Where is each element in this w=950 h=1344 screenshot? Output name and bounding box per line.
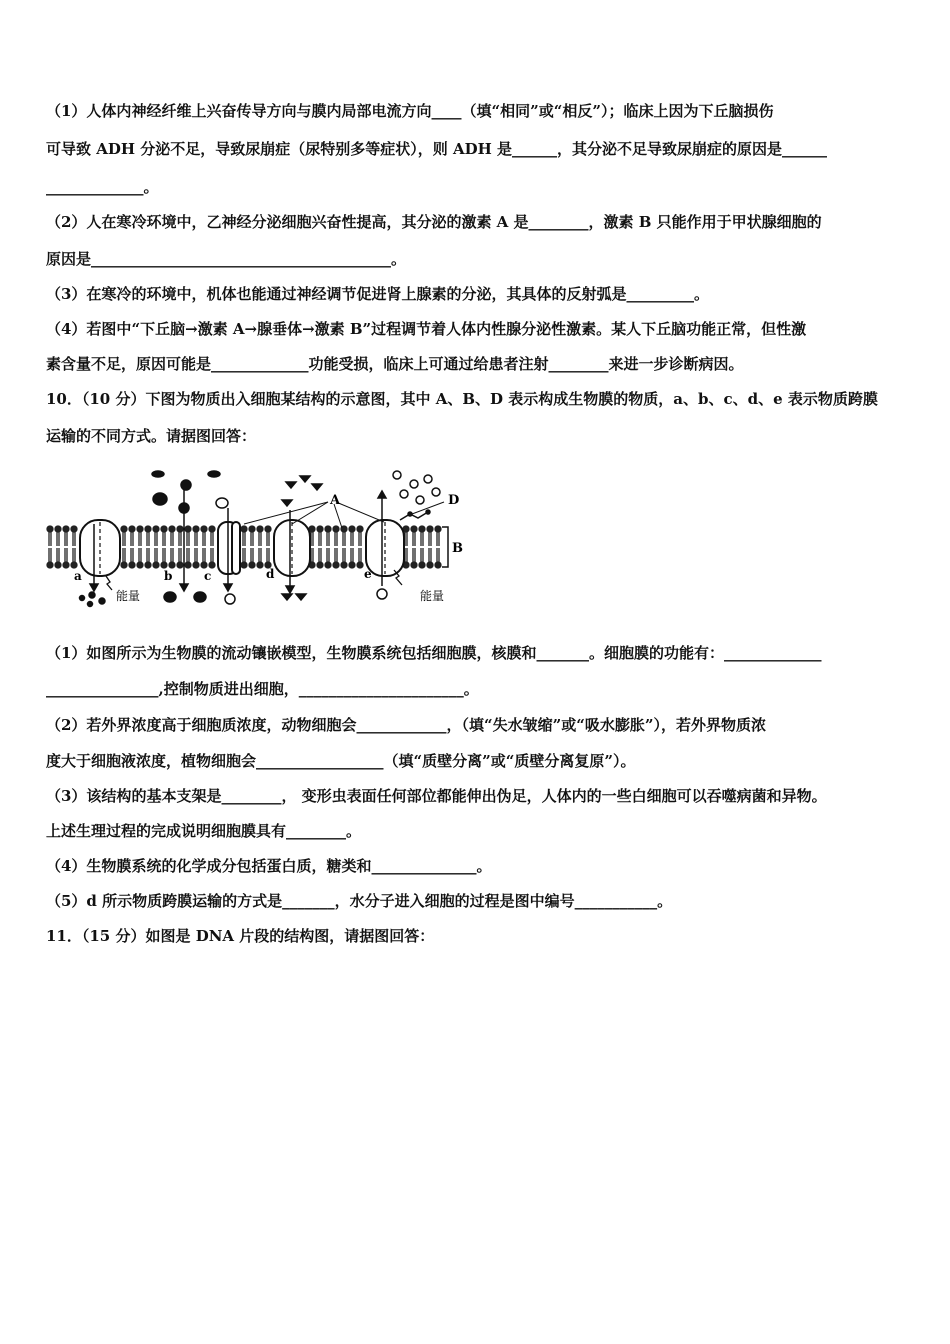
q9-part2-line1: （2）人在寒冷环境中，乙神经分泌细胞兴奋性提高，其分泌的激素 A 是________，激素 B 只能作用于甲状腺细胞的 (46, 213, 822, 231)
q10-part1-line1: （1）如图所示为生物膜的流动镶嵌模型，生物膜系统包括细胞膜，核膜和_______。细胞膜的功能有：_____________ (46, 644, 822, 662)
bilayer-bracket (442, 527, 448, 567)
membrane-diagram (44, 470, 474, 610)
label-d: d (266, 567, 275, 581)
channel-protein-right (232, 522, 240, 574)
q10-part2-line2: 度大于细胞液浓度，植物细胞会_________________（填“质壁分离”或“质壁分离复原”）。 (46, 752, 636, 770)
label-b: b (164, 569, 173, 583)
q10-stem-line2: 运输的不同方式。请据图回答： (46, 427, 257, 445)
glycoprotein-chain (400, 510, 430, 520)
q9-part3: （3）在寒冷的环境中，机体也能通过神经调节促进肾上腺素的分泌，其具体的反射弧是_________。 (46, 285, 709, 303)
label-c: c (204, 569, 212, 583)
q10-part1-line2: _______________,控制物质进出细胞，______________________。 (46, 680, 479, 698)
q11-stem: 11．（15 分）如图是 DNA 片段的结构图，请据图回答： (46, 927, 435, 945)
outside-molecules (152, 471, 440, 513)
label-A: A (330, 493, 341, 508)
q10-part4: （4）生物膜系统的化学成分包括蛋白质，糖类和______________。 (46, 857, 492, 875)
q9-part1-line2: 可导致 ADH 分泌不足，导致尿崩症（尿特别多等症状），则 ADH 是______，其分泌不足导致尿崩症的原因是______ (46, 140, 828, 158)
q9-part1-line3: _____________。 (46, 178, 159, 196)
label-e: e (364, 567, 372, 581)
energy-label-1: 能量 (116, 589, 141, 603)
q10-stem-line1: 10．（10 分）下图为物质出入细胞某结构的示意图，其中 A、B、D 表示构成生物膜的物质，a、b、c、d、e 表示物质跨膜 (46, 390, 878, 408)
energy-label-2: 能量 (420, 589, 445, 603)
label-D: D (448, 493, 460, 508)
label-B: B (452, 541, 463, 556)
q9-part2-line2: 原因是________________________________________。 (46, 250, 407, 268)
q9-part4-line2: 素含量不足，原因可能是_____________功能受损，临床上可通过给患者注射________来进一步诊断病因。 (46, 355, 744, 373)
q9-part1-line1: （1）人体内神经纤维上兴奋传导方向与膜内局部电流方向____（填“相同”或“相反”）；临床上因为下丘脑损伤 (46, 102, 774, 120)
q9-part4-line1: （4）若图中“下丘脑→激素 A→腺垂体→激素 B”过程调节着人体内性腺分泌性激素。某人下丘脑功能正常，但性激 (46, 320, 807, 338)
label-a-pointers (244, 502, 384, 528)
q10-part3-line1: （3）该结构的基本支架是________， 变形虫表面任何部位都能伸出伪足，人体内的一些白细胞可以吞噬病菌和异物。 (46, 787, 827, 805)
q10-part2-line1: （2）若外界浓度高于细胞质浓度，动物细胞会____________，（填“失水皱缩”或“吸水膨胀”），若外界物质浓 (46, 716, 766, 734)
energy-arrows (106, 570, 402, 590)
label-a: a (74, 569, 82, 583)
q10-part3-line2: 上述生理过程的完成说明细胞膜具有________。 (46, 822, 362, 840)
q10-part5: （5）d 所示物质跨膜运输的方式是_______，水分子进入细胞的过程是图中编号___________。 (46, 892, 673, 910)
